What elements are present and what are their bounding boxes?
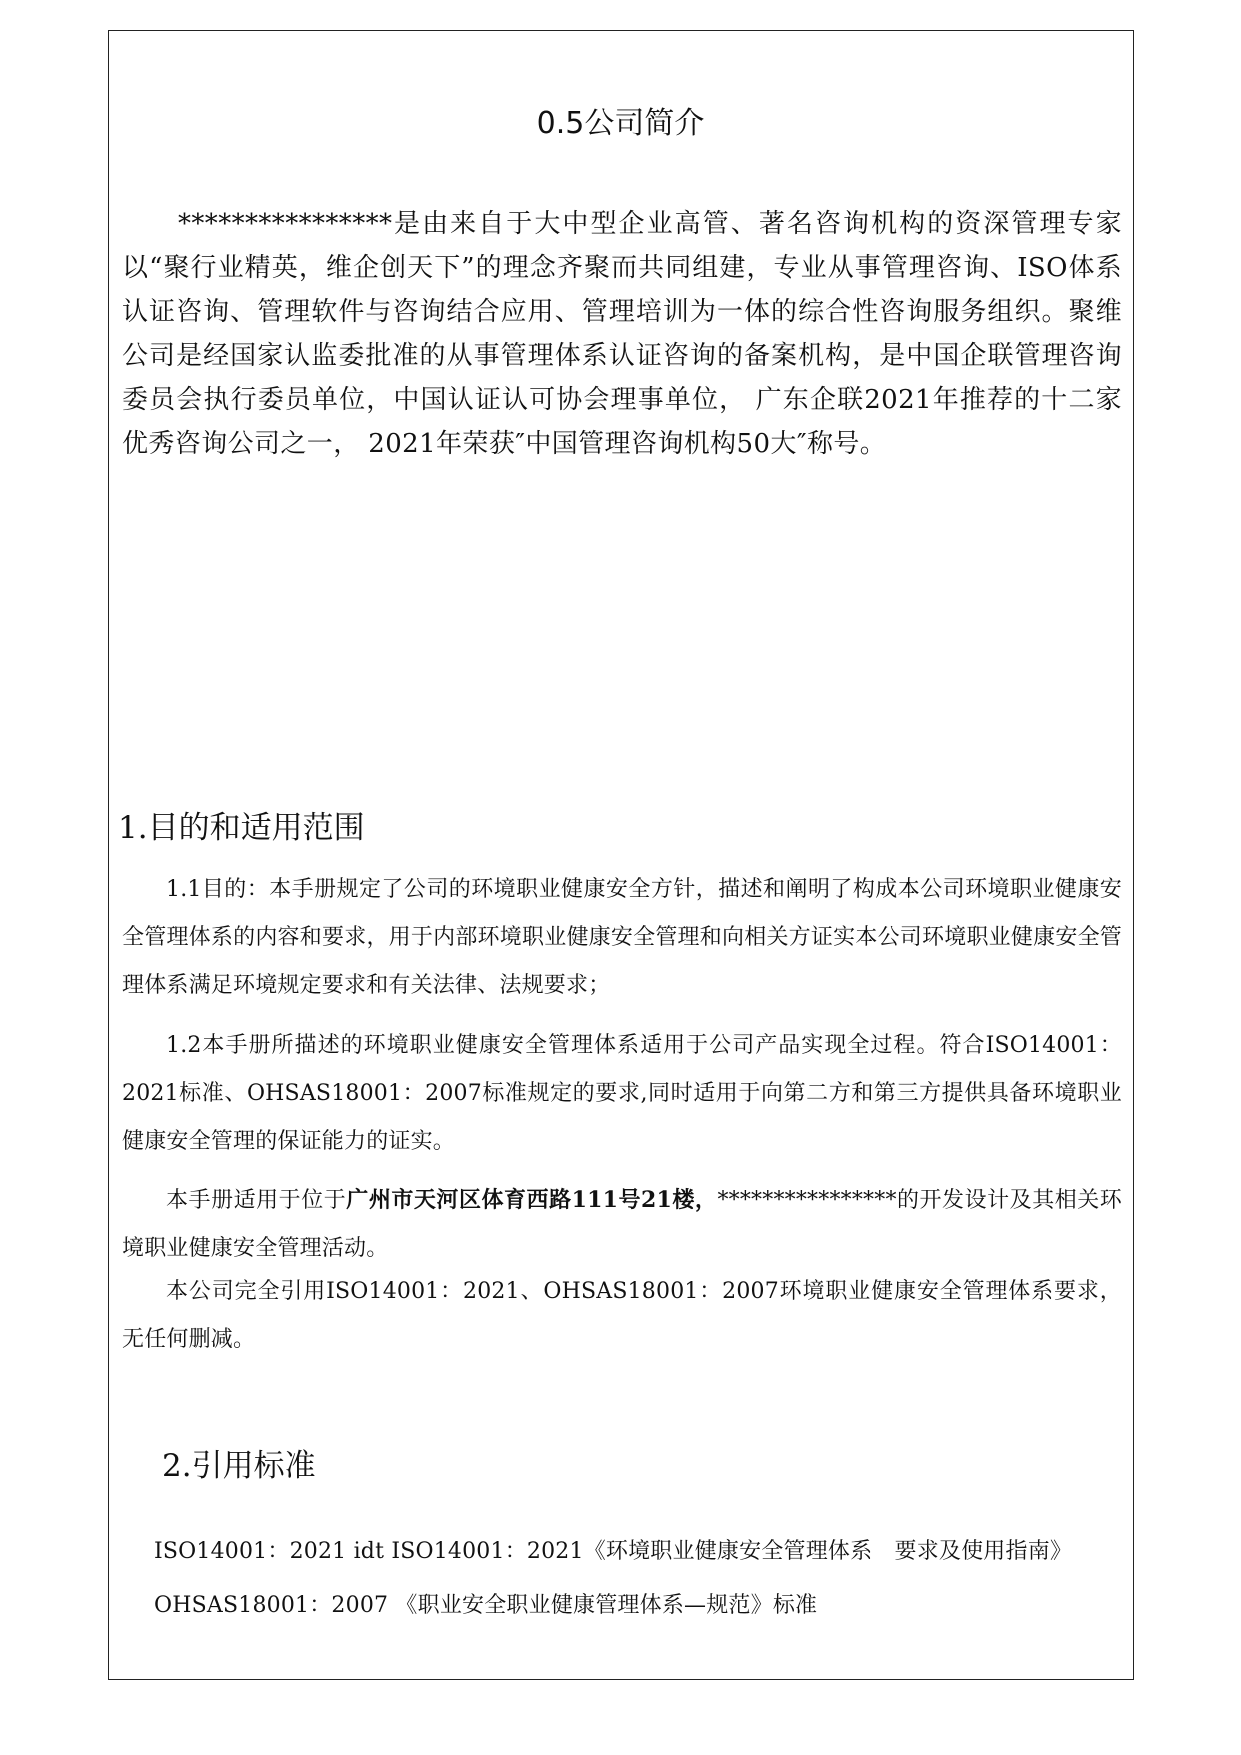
reference-standard-iso14001: ISO14001：2021 idt ISO14001：2021《环境职业健康安全管理体系 要求及使用指南》 bbox=[154, 1539, 1073, 1564]
company-address: 广州市天河区体育西路111号21楼， bbox=[346, 1187, 718, 1213]
paragraph-full-reference: 本公司完全引用ISO14001：2021、OHSAS18001：2007环境职业健康安全管理体系要求，无任何删减。 bbox=[122, 1279, 1122, 1352]
heading-reference-standards: 2.引用标准 bbox=[162, 1448, 316, 1484]
location-suffix: ****************的开发设计及其相关环境职业健康安全管理活动。 bbox=[122, 1188, 1123, 1261]
paragraph-location bbox=[122, 1176, 1122, 1273]
heading-purpose-scope: 1.目的和适用范围 bbox=[118, 810, 365, 846]
company-profile-paragraph bbox=[122, 202, 1122, 466]
location-prefix: 本手册适用于位于 bbox=[166, 1188, 347, 1213]
reference-standard-ohsas18001: OHSAS18001：2007 《职业安全职业健康管理体系—规范》标准 bbox=[154, 1593, 818, 1618]
paragraph-scope: 1.2本手册所描述的环境职业健康安全管理体系适用于公司产品实现全过程。符合ISO14001：2021标准、OHSAS18001：2007标准规定的要求,同时适用于向第二方和第三方提供具备环境职业健康安全管理的保证能力的证实。 bbox=[122, 1033, 1122, 1154]
intro-text: ****************是由来自于大中型企业高管、著名咨询机构的资深管理专家以“聚行业精英，维企创天下”的理念齐聚而共同组建，专业从事管理咨询、ISO体系认证咨询、管理软件与咨询结合应用、管理培训为一体的综合性咨询服务组织。聚维公司是经国家认监委批准的从事管理体系认证咨询的备案机构，是中国企联管理咨询委员会执行委员单位，中国认证认可协会理事单位， 广东企联2021年推荐的十二家优秀咨询公司之一， 2021年荣获″中国管理咨询机构50大″称号。 bbox=[122, 209, 1122, 459]
section-title-company-profile: 0.5公司简介 bbox=[536, 106, 705, 141]
paragraph-purpose: 1.1目的：本手册规定了公司的环境职业健康安全方针，描述和阐明了构成本公司环境职业健康安全管理体系的内容和要求，用于内部环境职业健康安全管理和向相关方证实本公司环境职业健康安全管理体系满足环境规定要求和有关法律、法规要求； bbox=[122, 877, 1122, 998]
